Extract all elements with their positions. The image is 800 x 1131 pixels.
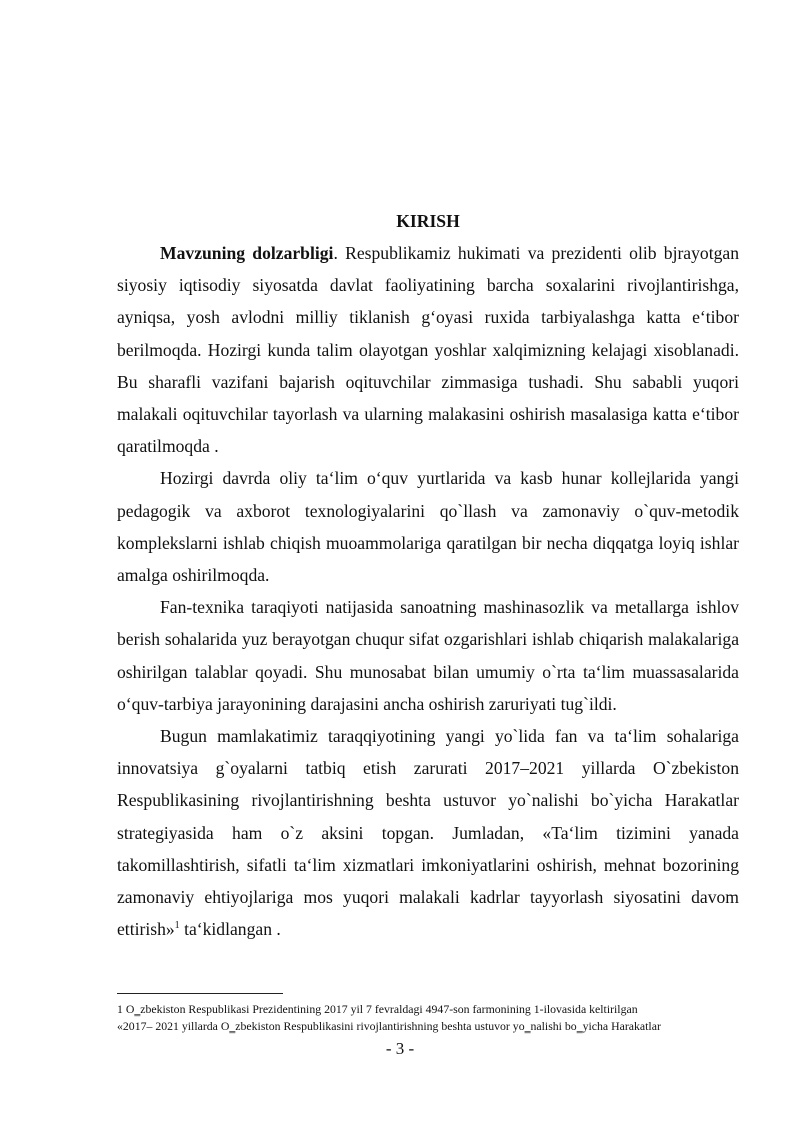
footnote	[117, 1001, 757, 1035]
paragraph-4	[117, 720, 739, 945]
paragraph-text: Fan-texnika taraqiyoti natijasida sanoatning mashinasozlik va metallarga ishlov berish sohalarida yuz berayotgan chuqur sifat ozgarishlari ishlab chiqarish malakalariga oshirilgan talablar qoyadi. Shu munosabat bilan umumiy o`rta ta‘lim muassasalarida o‘quv-tarbiya jarayonining darajasini ancha oshirish zaruriyati tug`ildi.	[117, 597, 739, 714]
paragraph-text: . Respublikamiz hukimati va prezidenti olib bjrayotgan siyosiy iqtisodiy siyosatda davlat faoliyatining barcha soxalarini rivojlantirishga, ayniqsa, yosh avlodni milliy tiklanish g‘oyasi ruxida tarbiyalashga katta e‘tibor berilmoqda. Hozirgi kunda talim olayotgan yoshlar xalqimizning kelajagi xisoblanadi. Bu sharafli vazifani bajarish oqituvchilar zimmasiga tushadi. Shu sababli yuqori malakali oqituvchilar tayorlash va ularning malakasini oshirish masalasiga katta e‘tibor qaratilmoqda .	[117, 243, 740, 457]
footnote-ref[interactable]: 1	[174, 920, 180, 932]
page-number: - 3 -	[385, 1039, 415, 1058]
body-text	[117, 205, 739, 945]
footnote-line-2: «2017– 2021 yillarda O‗zbekiston Respublikasini rivojlantirishning beshta ustuvor yo‗nalishi bo‗yicha Harakatlar	[117, 1019, 661, 1033]
section-title: KIRISH	[396, 211, 460, 231]
paragraph-1	[117, 237, 739, 462]
paragraph-2	[117, 462, 739, 591]
paragraph-text: Hozirgi davrda oliy ta‘lim o‘quv yurtlarida va kasb hunar kollejlarida yangi pedagogik va axborot texnologiyalarini qo`llash va zamonaviy o`quv-metodik komplekslarni ishlab chiqish muoammolariga qaratilgan bir necha diqqatga loyiq ishlar amalga oshirilmoqda.	[117, 468, 739, 586]
footnote-separator	[117, 993, 283, 994]
paragraph-3	[117, 591, 739, 720]
footnote-line-1: 1 O‗zbekiston Respublikasi Prezidentining 2017 yil 7 fevraldagi 4947-son farmonining 1-ilovasida keltirilgan	[117, 1002, 638, 1016]
paragraph-tail: ta‘kidlangan .	[179, 919, 281, 940]
paragraph-lead: Mavzuning dolzarbligi	[160, 243, 334, 263]
paragraph-text: Bugun mamlakatimiz taraqqiyotining yangi yo`lida fan va ta‘lim sohalariga innovatsiya g`oyalarni tatbiq etish zarurati 2017–2021 yillarda O`zbekiston Respublikasining rivojlantirishning beshta ustuvor yo`nalishi bo`yicha Harakatlar strategiyasida ham o`z aksini topgan. Jumladan, «Ta‘lim tizimini yanada takomillashtirish, sifatli ta‘lim xizmatlari imkoniyatlarini oshirish, mehnat bozorining zamonaviy ehtiyojlariga mos yuqori malakali kadrlar tayyorlash siyosatini davom ettirish»	[117, 726, 739, 940]
